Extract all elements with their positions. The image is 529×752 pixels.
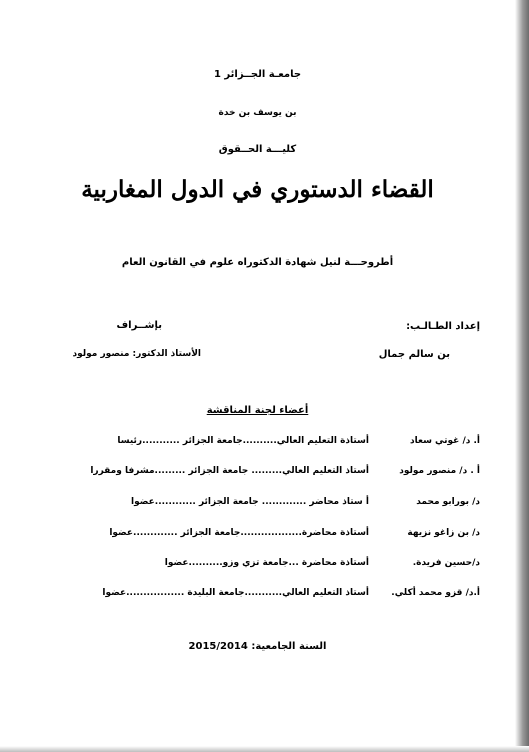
member-name: د/حسين فريدة. [412, 558, 480, 568]
student-name: بن سالم جمال [378, 349, 450, 360]
supervisor-name: الأستاذ الدكتور: منصور مولود [72, 349, 201, 359]
university-subtitle: بن يوسف بن خدة [218, 108, 297, 118]
member-name: أ.د/ قزو محمد أكلي. [391, 588, 480, 598]
member-details: أستاذة محاضرة ...جامعة تزي وزو..........عضوا [164, 558, 369, 568]
member-name: أ. د/ غوتي سعاد [409, 436, 480, 446]
academic-year: السنة الجامعية: 2015/2014 [188, 641, 327, 652]
thesis-purpose: أطروحـــة لنيل شهادة الدكتوراه علوم في القانون العام [121, 257, 394, 268]
page-right-edge-shadow [515, 0, 529, 752]
thesis-title: القضاء الدستوري في الدول المغاربية [81, 176, 434, 203]
member-details: أستاذ التعليم العالي...........جامعة البليدة .................عضوا [102, 588, 369, 598]
member-name: د/ بورابو محمد [416, 497, 480, 507]
supervision-label: بإشــراف [116, 320, 162, 331]
member-name: د/ بن زاغو نزيهة [407, 528, 480, 538]
member-details: أستاذة محاضرة..................جامعة الجزائر .............عضوا [109, 528, 369, 538]
committee-heading: أعضاء لجنة المناقشة [206, 405, 309, 416]
member-name: أ . د/ منصور مولود [399, 466, 480, 476]
member-details: أ ستاذ محاضر ............. جامعة الجزائر ............عضوا [131, 497, 369, 507]
member-details: أستاذ التعليم العالي......... جامعة الجزائر .........مشرفا ومقررا [90, 466, 369, 476]
prepared-by-label: إعداد الطـالـب: [406, 321, 480, 332]
faculty-name: كليـــة الحــقوق [218, 144, 297, 155]
member-details: أستاذة التعليم العالي..........جامعة الجزائر ...........رئيسا [117, 436, 369, 446]
page-bottom-edge [0, 746, 529, 752]
university-name: جامعـة الجــزائر 1 [213, 69, 302, 80]
